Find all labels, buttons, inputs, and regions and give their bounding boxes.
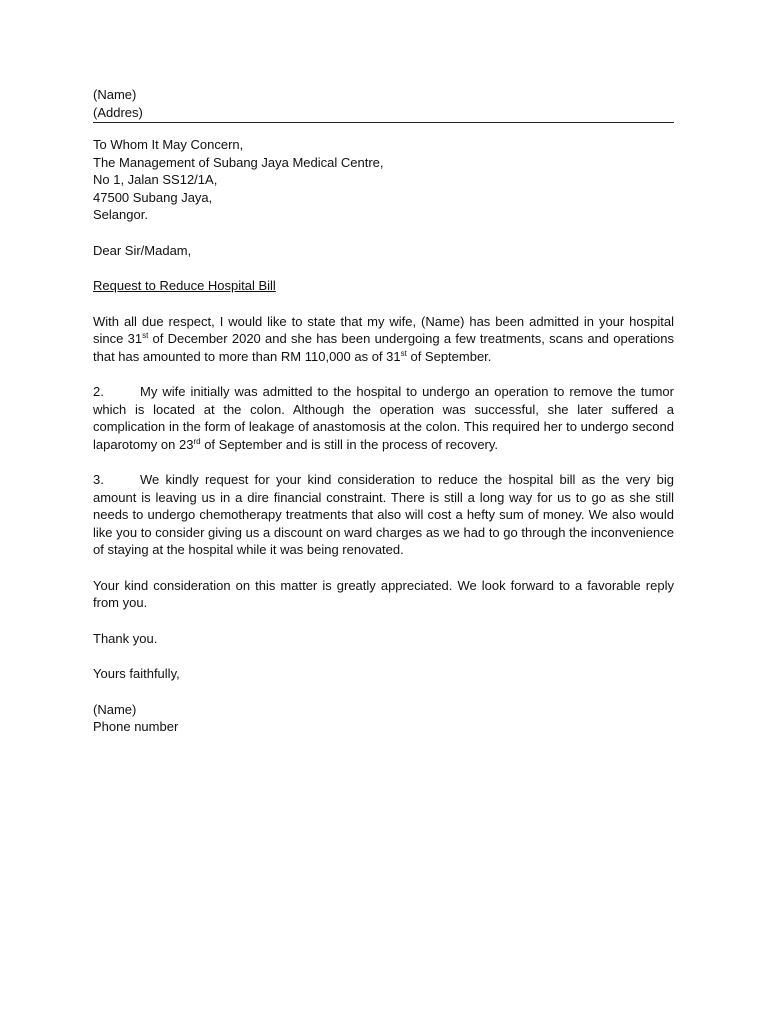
paragraph-4: Your kind consideration on this matter is greatly appreciated. We look forward to a favorable reply from you. xyxy=(93,577,674,610)
letter-page xyxy=(93,86,674,736)
salutation xyxy=(93,242,674,260)
recipient-line: Selangor. xyxy=(93,207,148,222)
closing-text: Yours faithfully, xyxy=(93,666,180,681)
paragraph-1-text-b: of December 2020 and she has been undergoing a few treatments, scans and operations that has amounted to more than RM 110,000 as of 31 xyxy=(93,331,674,364)
ordinal-suffix: rd xyxy=(193,436,201,446)
paragraph-1-text-c: of September. xyxy=(406,348,492,364)
paragraph-number: 3. xyxy=(93,472,104,487)
recipient-line: No 1, Jalan SS12/1A, xyxy=(93,172,218,187)
recipient-line: The Management of Subang Jaya Medical Centre, xyxy=(93,154,384,170)
paragraph-3-text: We kindly request for your kind consideration to reduce the hospital bill as the very big amount is leaving us in a dire financial constraint. There is still a long way for us to go as she still needs to undergo chemotherapy treatments that also will cost a hefty sum of money. We also would like you to consider giving us a discount on ward charges as we had to go through the inconvenience of staying at the hospital while it was being renovated. xyxy=(93,472,674,557)
sender-name: (Name) xyxy=(93,87,137,102)
paragraph-1-text-a: With all due respect, I would like to state that my wife, (Name) has been admitted in your hospital since 31 xyxy=(93,313,674,346)
sender-block xyxy=(93,86,674,123)
paragraph-number: 2. xyxy=(93,384,104,399)
salutation-text: Dear Sir/Madam, xyxy=(93,242,192,258)
paragraph-2-text-b: of September and is still in the process of recovery. xyxy=(200,436,499,452)
signature-block xyxy=(93,701,674,736)
recipient-line: 47500 Subang Jaya, xyxy=(93,189,213,205)
thanks-line xyxy=(93,630,674,648)
signature-phone: Phone number xyxy=(93,719,179,734)
ordinal-suffix: st xyxy=(142,331,149,340)
recipient-line: To Whom It May Concern, xyxy=(93,137,244,152)
signature-name: (Name) xyxy=(93,701,137,717)
sender-address: (Addres) xyxy=(93,104,143,120)
paragraph-2 xyxy=(93,383,674,453)
ordinal-suffix: st xyxy=(400,348,407,358)
recipient-block xyxy=(93,136,674,224)
paragraph-1 xyxy=(93,313,674,366)
thanks-text: Thank you. xyxy=(93,630,158,646)
subject-line xyxy=(93,277,674,295)
closing-line xyxy=(93,665,674,683)
paragraph-3 xyxy=(93,471,674,559)
subject-text: Request to Reduce Hospital Bill xyxy=(93,278,276,293)
paragraph-2-text-a: My wife initially was admitted to the hospital to undergo an operation to remove the tumor which is located at the colon. Although the operation was successful, she later suffered a complication in the form of leakage of anastomosis at the colon. This required her to undergo second laparotomy on 23 xyxy=(93,384,674,452)
